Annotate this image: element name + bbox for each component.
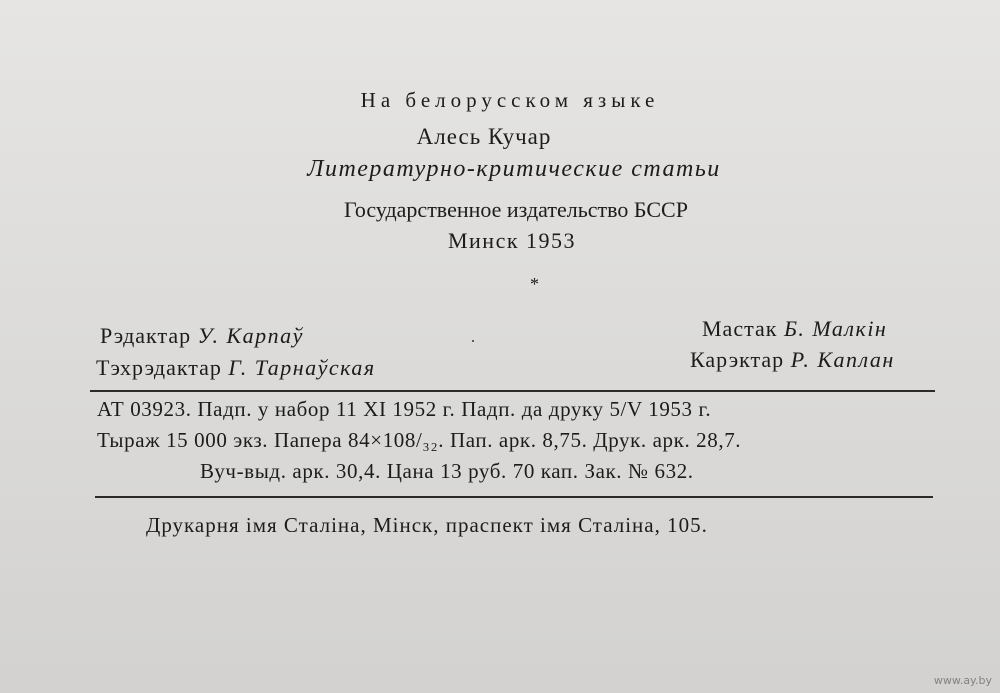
corrector-credit [690,347,895,373]
corrector-role: Карэктар [690,347,785,372]
imprint-line-2: Тыраж 15 000 экз. Папера 84×108/₃₂. Пап. арк. 8,75. Друк. арк. 28,7. [97,428,742,452]
tech-editor-name: Г. Тарнаўская [228,355,376,380]
publisher: Государственное издательство БССР [344,197,688,222]
bottom-rule [95,496,933,498]
imprint-line-3: Вуч-выд. арк. 30,4. Цана 13 руб. 70 кап. Зак. № 632. [200,459,694,483]
book-title: Литературно-критические статьи [307,156,721,182]
separator-asterisk: * [530,274,539,294]
imprint-line-1: АТ 03923. Падп. у набор 11 XI 1952 г. Падп. да друку 5/V 1953 г. [97,397,712,421]
artist-credit [702,316,887,342]
editor-role: Рэдактар [100,323,192,348]
printer-line: Друкарня імя Сталіна, Мінск, праспект імя Сталіна, 105. [146,513,708,537]
tech-editor-role: Тэхрэдактар [96,355,222,380]
watermark: www.ay.by [933,674,992,687]
artist-role: Мастак [702,316,778,341]
language-note: На белорусском языке [360,88,660,112]
corrector-name: Р. Каплан [790,347,895,372]
editor-credit [100,323,304,349]
artist-name: Б. Малкін [783,316,888,341]
ink-speck [472,340,474,342]
editor-name: У. Карпаў [197,323,304,348]
city-year: Минск 1953 [447,228,577,253]
top-rule [90,390,935,392]
tech-editor-credit [96,355,376,381]
author-name: Алесь Кучар [416,124,552,149]
